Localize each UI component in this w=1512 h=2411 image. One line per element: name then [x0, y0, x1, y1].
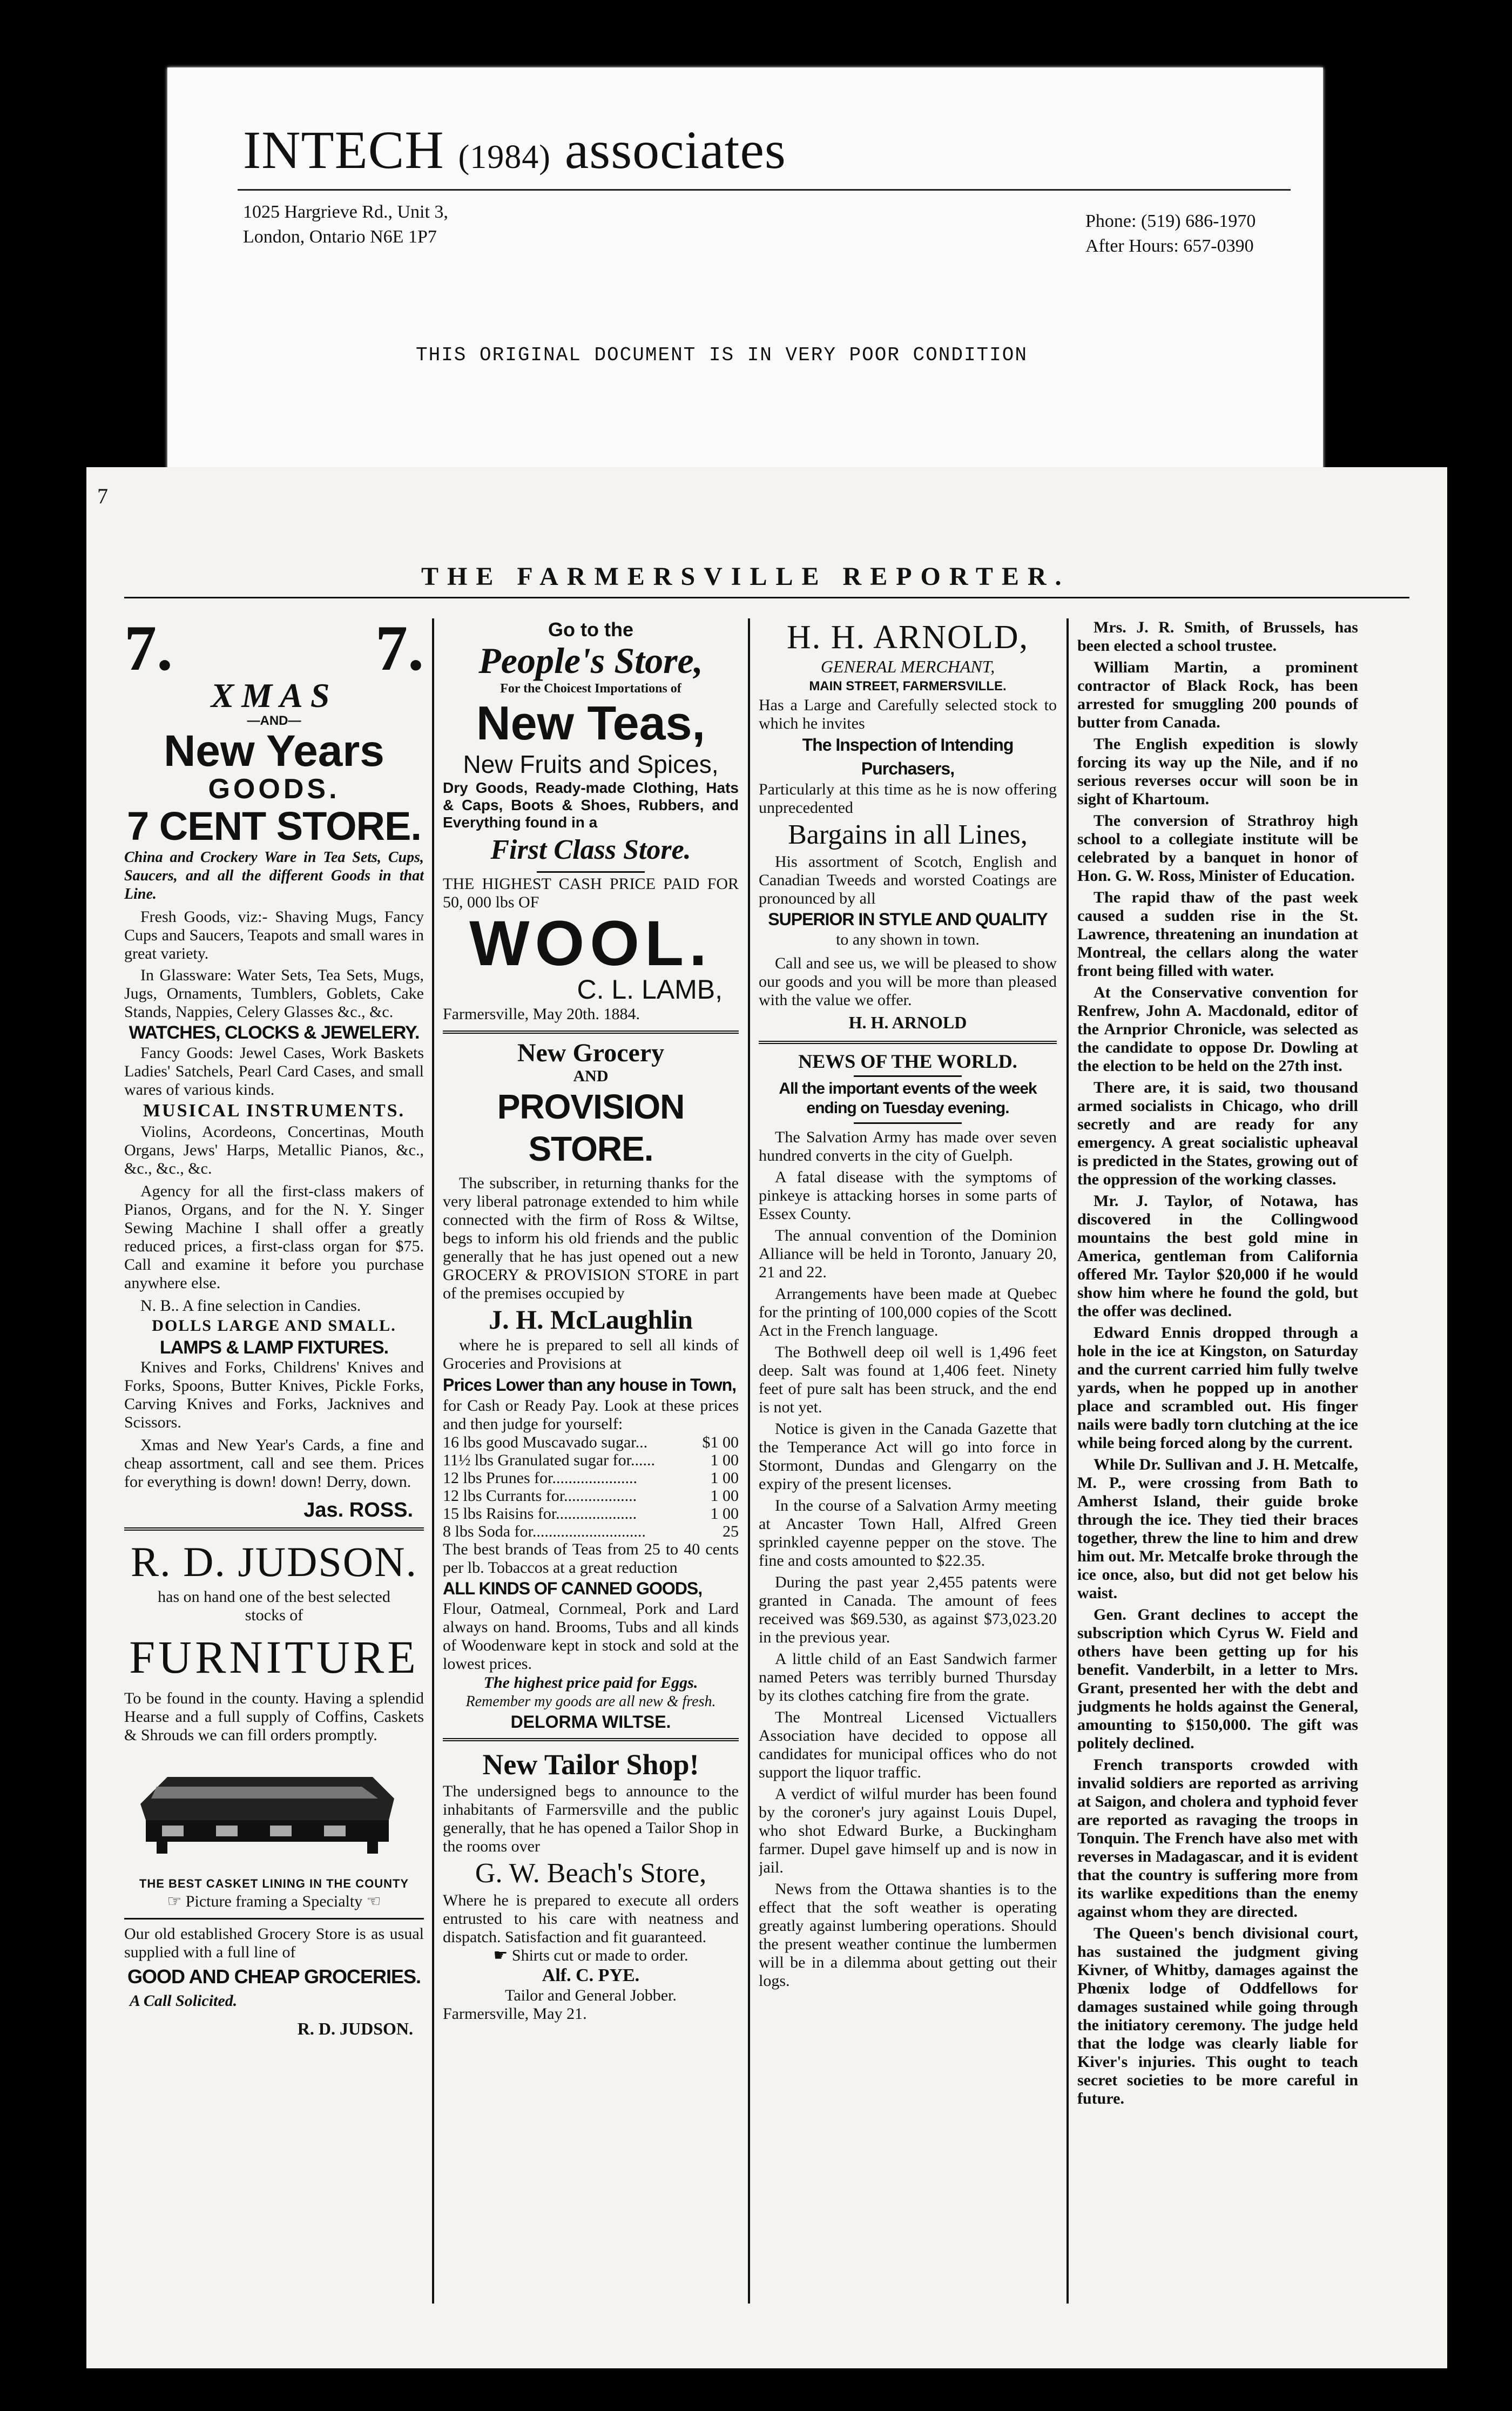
go-to: Go to the — [548, 618, 633, 641]
company-phone: Phone: (519) 686-1970 After Hours: 657-0390 — [1085, 211, 1256, 256]
call-see-us: Call and see us, we will be pleased to show our goods and you will be more than pleased with the value we offer. — [759, 954, 1057, 1009]
news-item: Edward Ennis dropped through a hole in the ice at Kingston, on Saturday and the current carried him fully twelve yards, when he popped up in another place and scrambled out. His finger nails were badly torn clutching at the ice while being forced along by the current. — [1077, 1324, 1358, 1452]
judson-signature: R. D. JUDSON. — [297, 2019, 413, 2038]
news-item: The conversion of Strathroy high school to a collegiate institute will be celebrated by a banquet in honor of Hon. G. W. Ross, Minister of Education. — [1077, 812, 1358, 885]
news-item: Mrs. J. R. Smith, of Brussels, has been elected a school trustee. — [1077, 618, 1358, 655]
canned-goods: ALL KINDS OF CANNED GOODS, — [443, 1579, 703, 1598]
judson-heading: R. D. JUDSON. — [131, 1538, 417, 1585]
page-mark: 7 — [97, 484, 108, 508]
date-may-20: Farmersville, May 20th. 1884. — [443, 1005, 640, 1023]
tailor-where: Where he is prepared to execute all orders entrusted to his care with neatness and dispatch. Satisfaction and fit guaranteed. — [443, 1891, 739, 1946]
fancy-goods: Fancy Goods: Jewel Cases, Work Baskets Ladies' Satchels, Pearl Card Cases, and small wares of various kinds. — [124, 1044, 424, 1099]
column-2 — [443, 618, 739, 2304]
company-address: 1025 Hargrieve Rd., Unit 3, London, Ontario N6E 1P7 — [243, 202, 448, 247]
company-name: INTECH (1984) associates — [243, 120, 786, 180]
shirts-line: ☛ Shirts cut or made to order. — [493, 1947, 688, 1964]
arnold-heading: H. H. ARNOLD, — [787, 619, 1029, 656]
date-may-21: Farmersville, May 21. — [443, 2005, 587, 2023]
furniture-heading: FURNITURE — [129, 1631, 419, 1683]
column-1 — [124, 618, 424, 2304]
price-value: 1 00 — [710, 1505, 739, 1523]
violins: Violins, Acordeons, Concertinas, Mouth Organs, Jews' Harps, Metallic Pianos, &c., &c., &c., &c. — [124, 1123, 424, 1177]
dry-goods: Dry Goods, Ready-made Clothing, Hats & Caps, Boots & Shoes, Rubbers, and Everything found in a — [443, 779, 739, 831]
good-cheap-groceries: GOOD AND CHEAP GROCERIES. — [127, 1965, 421, 1988]
particularly: Particularly at this time as he is now offering unprecedented — [759, 780, 1057, 817]
news-item: A fatal disease with the symptoms of pinkeye is attacking horses in some parts of Essex County. — [759, 1168, 1057, 1223]
provision-store: PROVISION STORE. — [497, 1087, 685, 1168]
judson-stocks-of: stocks of — [245, 1606, 303, 1624]
judson-has-on-hand: has on hand one of the best selected — [158, 1588, 390, 1606]
cover-sheet — [167, 68, 1323, 494]
news-item: Mr. J. Taylor, of Notawa, has discovered in the Collingwood mountains the best gold mine in America, gentleman from California offered Mr. Taylor $20,000 if he would show him where he found the gold, but the offer was declined. — [1077, 1192, 1358, 1320]
grocery-and: AND — [573, 1067, 609, 1085]
watches-heading: WATCHES, CLOCKS & JEWELERY. — [129, 1022, 420, 1043]
picture-framing: ☞ Picture framing a Specialty ☜ — [167, 1893, 381, 1910]
glassware: In Glassware: Water Sets, Tea Sets, Mugs, Jugs, Ornaments, Tumblers, Goblets, Cake Stands, Nappies, Celery Glasses &c., &c. — [124, 966, 424, 1021]
dolls-heading: DOLLS LARGE AND SMALL. — [152, 1317, 396, 1335]
has-large: Has a Large and Carefully selected stock to which he invites — [759, 696, 1057, 732]
casket-lining: THE BEST CASKET LINING IN THE COUNTY — [139, 1877, 409, 1890]
mclaughlin: J. H. McLaughlin — [489, 1304, 693, 1335]
column-rule — [1066, 618, 1069, 2304]
price-item: 8 lbs Soda for............................ — [443, 1523, 646, 1540]
agency: Agency for all the first-class makers of Pianos, Organs, and for the N. Y. Singer Sewing Machine I shall offer a greatly reduced prices, a first-class organ for $75. Call and examine it before you purchase anywhere else. — [124, 1182, 424, 1292]
price-row — [443, 1433, 739, 1451]
news-item: While Dr. Sullivan and J. H. Metcalfe, M. P., were crossing from Bath to Amherst Island, their guide broke through the ice. They tied their braces together, threw the line to him and drew him out. Mr. Metcalfe broke through the ice once, also, but did not get below his waist. — [1077, 1456, 1358, 1602]
condition-notice: THIS ORIGINAL DOCUMENT IS IN VERY POOR CONDITION — [416, 344, 1028, 366]
where-prepared: where he is prepared to sell all kinds of Groceries and Provisions at — [443, 1336, 739, 1372]
musical-heading: MUSICAL INSTRUMENTS. — [143, 1101, 406, 1121]
news-item: William Martin, a prominent contractor of Black Rock, has been arrested for smuggling 200 pounds of butter from Canada. — [1077, 658, 1358, 731]
price-row — [443, 1469, 739, 1487]
lamb: C. L. LAMB, — [577, 974, 723, 1005]
news-item: Gen. Grant declines to accept the subscription which Cyrus W. Field and others have been getting up for his benefit. Vanderbilt, in a letter to Mrs. Grant, presented her with the debt and judgments he holds against the General, amounting to $150,000. The gift was politely declined. — [1077, 1606, 1358, 1752]
big-seven: 7. — [375, 618, 424, 684]
pointing-hand-icon: ☜ — [366, 1893, 381, 1910]
flour-text: Flour, Oatmeal, Cornmeal, Pork and Lard always on hand. Brooms, Tubs and all kinds of Woodenware kept in stock and sold at the lowest prices. — [443, 1600, 739, 1673]
candies-note: N. B.. A fine selection in Candies. — [140, 1297, 361, 1315]
price-value: 1 00 — [710, 1487, 739, 1505]
call-solicited: A Call Solicited. — [130, 1992, 238, 2010]
news-item: The Salvation Army has made over seven hundred converts in the city of Guelph. — [759, 1128, 1057, 1164]
inspection: The Inspection of Intending Purchasers, — [802, 735, 1014, 778]
news-item: The Bothwell deep oil well is 1,496 feet deep. Salt was found at 1,406 feet. Ninety feet of pure salt has been struck, and the end is not yet. — [759, 1343, 1057, 1416]
price-value: $1 00 — [702, 1433, 739, 1451]
xmas-cards: Xmas and New Year's Cards, a fine and cheap assortment, call and see them. Prices for everything is down! down! Derry, down. — [124, 1436, 424, 1491]
to-be-found: To be found in the county. Having a splendid Hearse and a full supply of Coffins, Caskets & Shrouds we can fill orders promptly. — [124, 1689, 424, 1744]
china-text: China and Crockery Ware in Tea Sets, Cups, Saucers, and all the different Goods in that Line. — [124, 849, 424, 903]
new-fruits: New Fruits and Spices, — [463, 750, 719, 778]
general-merchant: GENERAL MERCHANT, — [820, 657, 995, 676]
superior: SUPERIOR IN STYLE AND QUALITY — [768, 910, 1048, 929]
news-item: At the Conservative convention for Renfrew, John A. Macdonald, editor of the Arnprior Chronicle, was selected as the candidate to oppose Dr. Dowling at the election to be held on the 27th inst. — [1077, 984, 1358, 1075]
peoples-store: People's Store, — [478, 640, 703, 681]
news-item: Notice is given in the Canada Gazette that the Temperance Act will go into force in Stormont, Dundas and Glengarry on the expiry of the present licenses. — [759, 1420, 1057, 1493]
pointing-hand-icon: ☛ — [493, 1947, 508, 1964]
newspaper-page — [86, 467, 1447, 2368]
first-class: First Class Store. — [490, 834, 691, 865]
tailor-text: The undersigned begs to announce to the inhabitants of Farmersville and the public generally, that he has opened a Tailor Shop in the rooms over — [443, 1782, 739, 1855]
casket-illustration — [124, 1755, 405, 1863]
best-brands: The best brands of Teas from 25 to 40 cents per lb. Tobaccos at a great reduction — [443, 1540, 739, 1577]
xmas-heading: XMAS — [211, 676, 338, 715]
grocery-store: Our old established Grocery Store is as usual supplied with a full line of — [124, 1925, 424, 1961]
news-item: In the course of a Salvation Army meeting at Ancaster Town Hall, Alfred Green sprinkled cayenne pepper on the stove. The fine and costs amounted to $22.35. — [759, 1497, 1057, 1570]
assortment: His assortment of Scotch, English and Canadian Tweeds and worsted Coatings are pronounced by all — [759, 853, 1057, 907]
new-teas: New Teas, — [476, 696, 705, 750]
news-heading: NEWS OF THE WORLD. — [798, 1050, 1017, 1072]
store-heading: 7 CENT STORE. — [127, 804, 421, 848]
tailor-heading: New Tailor Shop! — [482, 1748, 699, 1781]
fresh-goods: Fresh Goods, viz:- Shaving Mugs, Fancy Cups and Saucers, Teapots and small wares in great variety. — [124, 908, 424, 962]
price-value: 25 — [723, 1523, 739, 1540]
header-rule — [238, 189, 1291, 191]
price-row — [443, 1487, 739, 1505]
price-row — [443, 1451, 739, 1469]
goods-heading: GOODS. — [208, 773, 340, 805]
bargains: Bargains in all Lines, — [788, 819, 1028, 850]
news-item: The annual convention of the Dominion Alliance will be held in Toronto, January 20, 21 and 22. — [759, 1227, 1057, 1281]
price-value: 1 00 — [710, 1451, 739, 1469]
news-item: The English expedition is slowly forcing its way up the Nile, and if no serious reverses occur will soon be in sight of Khartoum. — [1077, 735, 1358, 808]
subscriber-text: The subscriber, in returning thanks for the very liberal patronage extended to him while connected with the firm of Ross & Wiltse, begs to inform his old friends and the public generally that he has just opened out a new GROCERY & PROVISION STORE in part of the premises occupied by — [443, 1174, 739, 1302]
news-items — [759, 1128, 1057, 1990]
to-any: to any shown in town. — [836, 931, 980, 948]
column-3 — [759, 618, 1057, 2304]
lamps-heading: LAMPS & LAMP FIXTURES. — [159, 1337, 389, 1358]
price-row — [443, 1505, 739, 1523]
choicest: For the Choicest Importations of — [500, 682, 681, 696]
beach-store: G. W. Beach's Store, — [475, 1858, 707, 1889]
pye-signature: Alf. C. PYE. — [542, 1965, 640, 1985]
price-item: 16 lbs good Muscavado sugar... — [443, 1433, 648, 1451]
knives: Knives and Forks, Childrens' Knives and Forks, Spoons, Butter Knives, Pickle Forks, Carving Knives and Forks, Jacknives and Scissors. — [124, 1358, 424, 1431]
price-item: 12 lbs Prunes for..................... — [443, 1469, 637, 1487]
big-seven: 7. — [124, 618, 173, 684]
new-years-heading: New Years — [164, 726, 384, 776]
highest-price: THE HIGHEST CASH PRICE PAID FOR 50, 000 lbs OF — [443, 875, 739, 911]
wool: WOOL. — [469, 908, 712, 979]
price-list — [443, 1433, 739, 1540]
remember: Remember my goods are all new & fresh. — [465, 1693, 716, 1710]
prices-lower: Prices Lower than any house in Town, — [443, 1375, 737, 1395]
news-item: A little child of an East Sandwich farmer named Peters was terribly burned Thursday by its clothes catching fire from the grate. — [759, 1650, 1057, 1705]
column-rule — [748, 618, 750, 2304]
price-item: 12 lbs Currants for.................. — [443, 1487, 637, 1505]
news-item: The Montreal Licensed Victuallers Association have decided to oppose all candidates for municipal offices who do not support the liquor traffic. — [759, 1708, 1057, 1781]
masthead: THE FARMERSVILLE REPORTER. — [421, 562, 1070, 591]
eggs: The highest price paid for Eggs. — [483, 1674, 698, 1692]
news-item: News from the Ottawa shanties is to the effect that the soft weather is operating greatly against lumbering operations. Should the present weather continue the lumbermen will be in a dilemma about getting out their logs. — [759, 1880, 1057, 1990]
news-item: There are, it is said, two thousand armed socialists in Chicago, who drill secretly and are ready for any emergency. A great socialistic upheaval is predicted in the States, growing out of the oppression of the working classes. — [1077, 1079, 1358, 1188]
masthead-rule — [124, 597, 1409, 598]
new-grocery: New Grocery — [517, 1039, 665, 1067]
and-line: —AND— — [247, 713, 301, 728]
arnold-signature: H. H. ARNOLD — [848, 1013, 967, 1032]
tailor-title: Tailor and General Jobber. — [505, 1986, 677, 2004]
news-item: During the past year 2,455 patents were granted in Canada. The amount of fees received was $69.530, as against $73,023.20 in the previous year. — [759, 1573, 1057, 1646]
price-item: 15 lbs Raisins for.................... — [443, 1505, 637, 1523]
cash-ready-pay: for Cash or Ready Pay. Look at these prices and then judge for yourself: — [443, 1397, 739, 1433]
price-row — [443, 1523, 739, 1540]
ross-signature: Jas. ROSS. — [303, 1499, 413, 1521]
main-street: MAIN STREET, FARMERSVILLE. — [809, 679, 1007, 693]
news-item: Arrangements have been made at Quebec for the printing of 100,000 copies of the Scott Act in the French language. — [759, 1285, 1057, 1339]
news-item: A verdict of wilful murder has been found by the coroner's jury against Louis Dupel, who shot Edward Burke, a Buckingham farmer. Dupel gave himself up and is now in jail. — [759, 1785, 1057, 1876]
news-item: The Queen's bench divisional court, has sustained the judgment giving Kivner, of Whitby, damages against the Phœnix lodge of Oddfellows for damages sustained while going through the initiatory ceremony. The judge held that the lodge was clearly liable for Kiver's injuries. This ought to teach secret societies to be more careful in future. — [1077, 1924, 1358, 2107]
news-subheading: All the important events of the week ending on Tuesday evening. — [779, 1080, 1037, 1117]
news-item: French transports crowded with invalid soldiers are reported as arriving at Saigon, and cholera and typhoid fever are reported as ravaging the troops in Tonquin. The French have also met with reverses in Madagascar, and it is evident that the country is suffering more from its warlike expeditions than the enemy against whom they are directed. — [1077, 1756, 1358, 1921]
pointing-hand-icon: ☞ — [167, 1893, 182, 1910]
wiltse-signature: DELORMA WILTSE. — [510, 1712, 671, 1732]
price-item: 11½ lbs Granulated sugar for...... — [443, 1451, 655, 1469]
price-value: 1 00 — [710, 1469, 739, 1487]
news-items — [1077, 618, 1358, 2108]
news-item: The rapid thaw of the past week caused a sudden rise in the St. Lawrence, threatening an inundation at Montreal, the cellars along the water front being filled with water. — [1077, 888, 1358, 980]
column-4 — [1077, 618, 1358, 2304]
column-rule — [432, 618, 434, 2304]
